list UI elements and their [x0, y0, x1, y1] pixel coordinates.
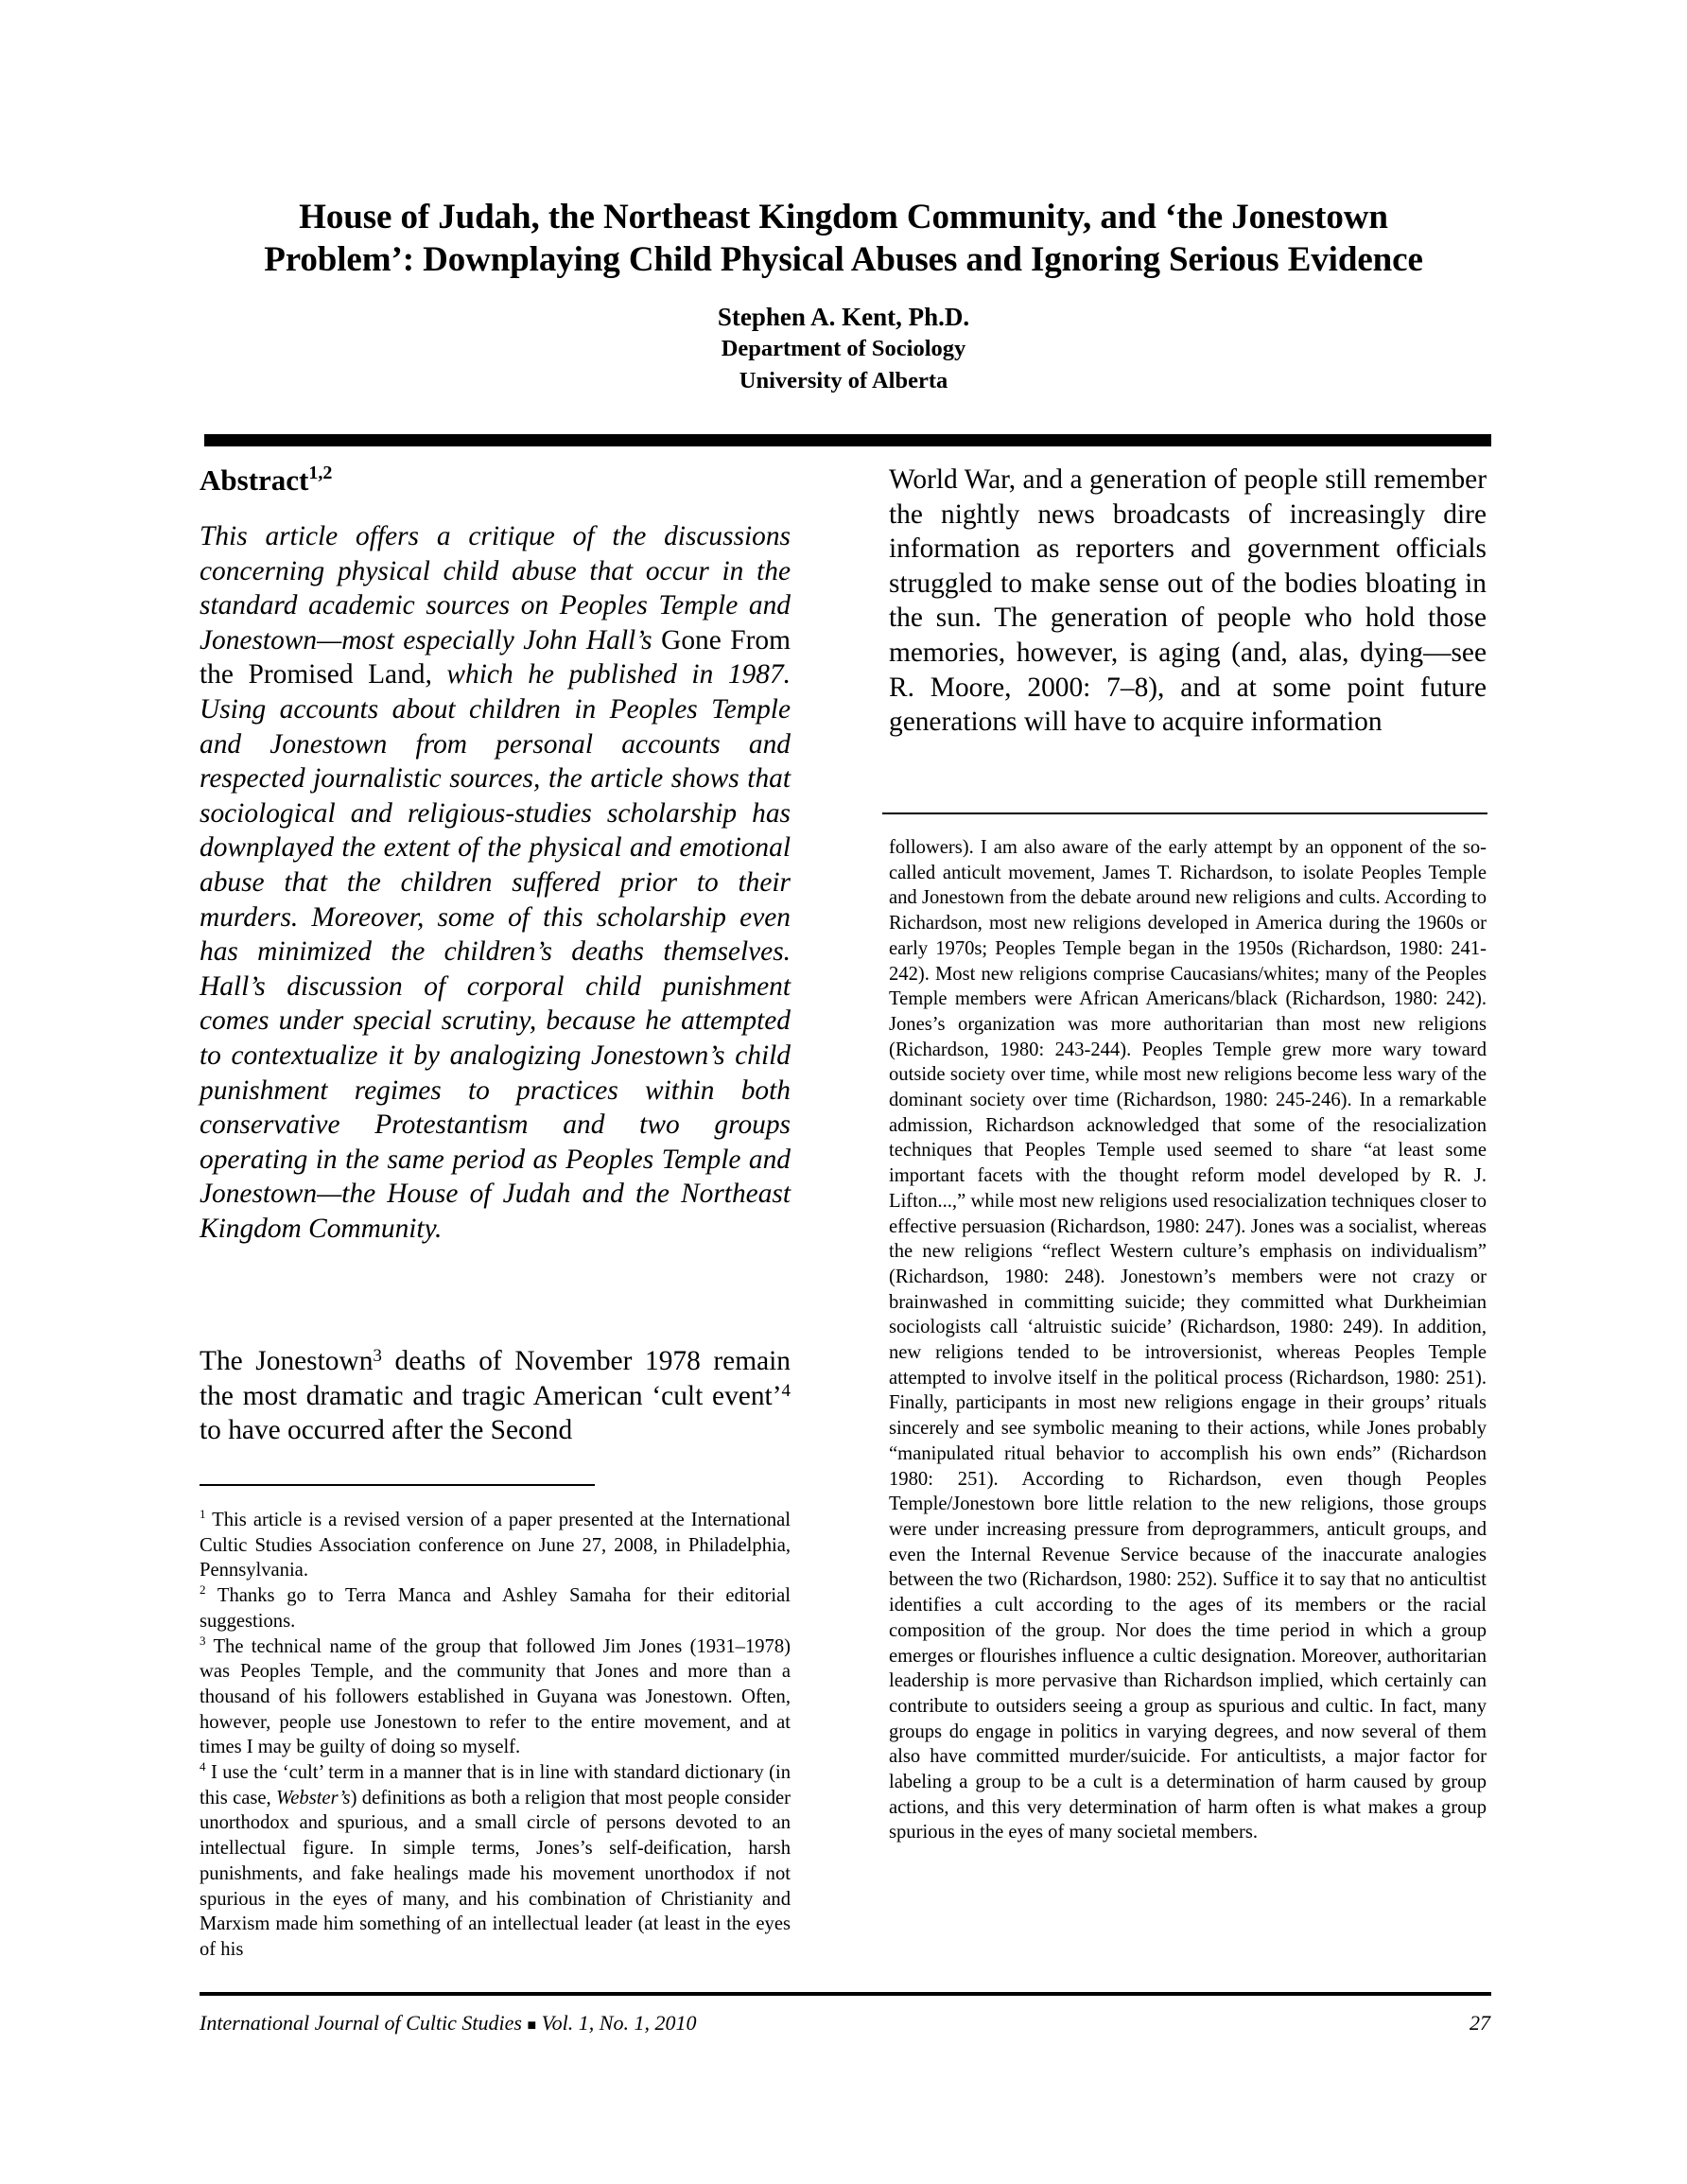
author-name: Stephen A. Kent, Ph.D. — [717, 303, 970, 331]
abstract-heading — [200, 462, 791, 499]
abstract-text-intro: This article offers a critique of the discussions concerning physical child abuse that occur in the standard academic sources on Peoples Temple and Jonestown—most especially John Hall’s — [200, 521, 791, 655]
footnote-4 — [200, 1760, 791, 1963]
footnote-italic-term: Webster’s — [276, 1787, 351, 1808]
footer-journal-name: International Journal of Cultic Studies — [200, 2011, 522, 2035]
body-paragraph-right — [889, 463, 1487, 740]
footnote-text: I use the ‘cult’ term in a manner that is in line with standard dictionary (in this case, — [200, 1762, 791, 1808]
footer-rule-divider — [200, 1992, 1491, 1996]
footnote-text: Thanks go to Terra Manca and Ashley Samaha for their editorial suggestions. — [200, 1585, 791, 1632]
footnote-text: The technical name of the group that followed Jim Jones (1931–1978) was Peoples Temple, and the community that Jones and more than a thousand of his followers established in Guyana was Jonestown. Often, however, people use Jonestown to refer to the entire movement, and at times I may be guilty of doing so myself. — [200, 1635, 791, 1758]
article-title — [142, 196, 1545, 281]
abstract-body — [200, 519, 791, 1246]
square-bullet-icon: ■ — [527, 2018, 537, 2034]
footnote-number: 4 — [200, 1759, 206, 1774]
footnote-separator-left — [200, 1484, 595, 1486]
author-department: Department of Sociology — [721, 336, 966, 361]
article-title-line-2: Problem’: Downplaying Child Physical Abuses and Ignoring Serious Evidence — [264, 240, 1423, 279]
abstract-book-title: Gone From the Promised Land — [200, 624, 791, 690]
footer-journal-citation — [200, 2009, 696, 2040]
footnotes-left — [200, 1508, 791, 1963]
footnote-number: 2 — [200, 1582, 206, 1598]
author-university: University of Alberta — [739, 368, 948, 393]
header-rule-divider — [204, 434, 1491, 446]
footnote-4-continued: followers). I am also aware of the early attempt by an opponent of the so-called anticult movement, James T. Richardson, to isolate Peoples Temple and Jonestown from the debate around new religions and cults. According to Richardson, most new religions developed in America during the 1960s or early 1970s; Peoples Temple began in the 1950s (Richardson, 1980: 241-242). Most new religions comprise Caucasians/whites; many of the Peoples Temple members were African Americans/black (Richardson, 1980: 242). Jones’s organization was more authoritarian than most new religions (Richardson, 1980: 243-244). Peoples Temple grew more wary toward outside society over time, while most new religions become less wary of the dominant society over time (Richardson, 1980: 245-246). In a remarkable admission, Richardson acknowledged that some of the resocialization techniques that Peoples Temple used seemed to share “at least some important facets with the thought reform model developed by R. J. Lifton...,” while most new religions used resocialization techniques closer to effective persuasion (Richardson, 1980: 247). Jones was a socialist, whereas the new religions “reflect Western culture’s emphasis on individualism” (Richardson, 1980: 248). Jonestown’s members were not crazy or brainwashed in committing suicide; they committed what Durkheimian sociologists call ‘altruistic suicide’ (Richardson, 1980: 249). In addition, new religions tended to be introversionist, whereas Peoples Temple attempted to involve itself in the political process (Richardson, 1980: 251). Finally, participants in most new religions engage in their groups’ rituals sincerely and see symbolic meaning to their actions, while Jones probably “manipulated ritual behavior to accomplish his own ends” (Richardson 1980: 251). According to Richardson, even though Peoples Temple/Jonestown bore little relation to the new religions, those groups were under increasing pressure from deprogrammers, anticult groups, and even the Internal Revenue Service because of the inaccurate analogies between the two (Richardson, 1980: 252). Suffice it to say that no anticultist identifies a cult according to the ages of its members or the racial composition of the group. Nor does the time period in which a group emerges or flourishes influence a cultic designation. Moreover, authoritarian leadership is more pervasive than Richardson implied, which certainly can contribute to outsiders seeing a group as spurious and cultic. In fact, many groups do engage in politics in varying degrees, and now several of them also have committed murder/suicide. For anticultists, a major factor for labeling a group to be a cult is a determination of harm caused by group actions, and this very determination of harm often is what makes a group spurious in the eyes of many societal members. — [889, 837, 1487, 1843]
footnote-separator-right — [882, 812, 1487, 814]
page-number: 27 — [1470, 2011, 1490, 2035]
footer-volume: Vol. 1, No. 1, 2010 — [541, 2011, 697, 2035]
footnote-ref-4[interactable]: 4 — [781, 1380, 791, 1401]
footnote-3 — [200, 1634, 791, 1761]
footnote-ref-3[interactable]: 3 — [373, 1346, 382, 1366]
abstract-footnote-ref[interactable]: 1,2 — [308, 463, 333, 483]
abstract-heading-label: Abstract — [200, 463, 309, 497]
footnote-number: 3 — [200, 1633, 206, 1648]
footnote-1 — [200, 1508, 791, 1583]
body-paragraph-left — [200, 1344, 791, 1448]
footnote-number: 1 — [200, 1507, 206, 1521]
footnote-text: ) definitions as both a religion that most people consider unorthodox and spurious, and a small circle of persons devoted to an intellectual figure. In simple terms, Jones’s self-deification, harsh punishments, and fake healings made his movement unorthodox if not spurious in the eyes of many, and his combination of Christianity and Marxism made him something of an intellectual leader (at least in the eyes of his — [200, 1787, 791, 1960]
footnote-2 — [200, 1583, 791, 1634]
body-text: to have occurred after the Second — [200, 1415, 573, 1446]
body-text: deaths of November 1978 remain the most dramatic and tragic American ‘cult event’ — [200, 1346, 791, 1411]
article-title-line-1: House of Judah, the Northeast Kingdom Community, and ‘the Jonestown — [299, 198, 1388, 236]
footnotes-right — [889, 835, 1487, 1845]
body-text: World War, and a generation of people still remember the nightly news broadcasts of increasingly dire information as reporters and government officials struggled to make sense out of the bodies bloating in the sun. The generation of people who hold those memories, however, is aging (and, alas, dying—see R. Moore, 2000: 7–8), and at some point future generations will have to acquire information — [889, 464, 1487, 738]
body-text: The Jonestown — [200, 1346, 374, 1376]
footnote-text: This article is a revised version of a paper presented at the International Cultic Studies Association conference on June 27, 2008, in Philadelphia, Pennsylvania. — [200, 1510, 791, 1581]
abstract-text-rest: , which he published in 1987. Using accounts about children in Peoples Temple and Jonestown from personal accounts and respected journalistic sources, the article shows that sociological and religious-studies scholarship has downplayed the extent of the physical and emotional abuse that the children suffered prior to their murders. Moreover, some of this scholarship even has minimized the children’s deaths themselves. Hall’s discussion of corporal child punishment comes under special scrutiny, because he attempted to contextualize it by analogizing Jonestown’s child punishment regimes to practices within both conservative Protestantism and two groups operating in the same period as Peoples Temple and Jonestown—the House of Judah and the Northeast Kingdom Community. — [200, 659, 791, 1244]
